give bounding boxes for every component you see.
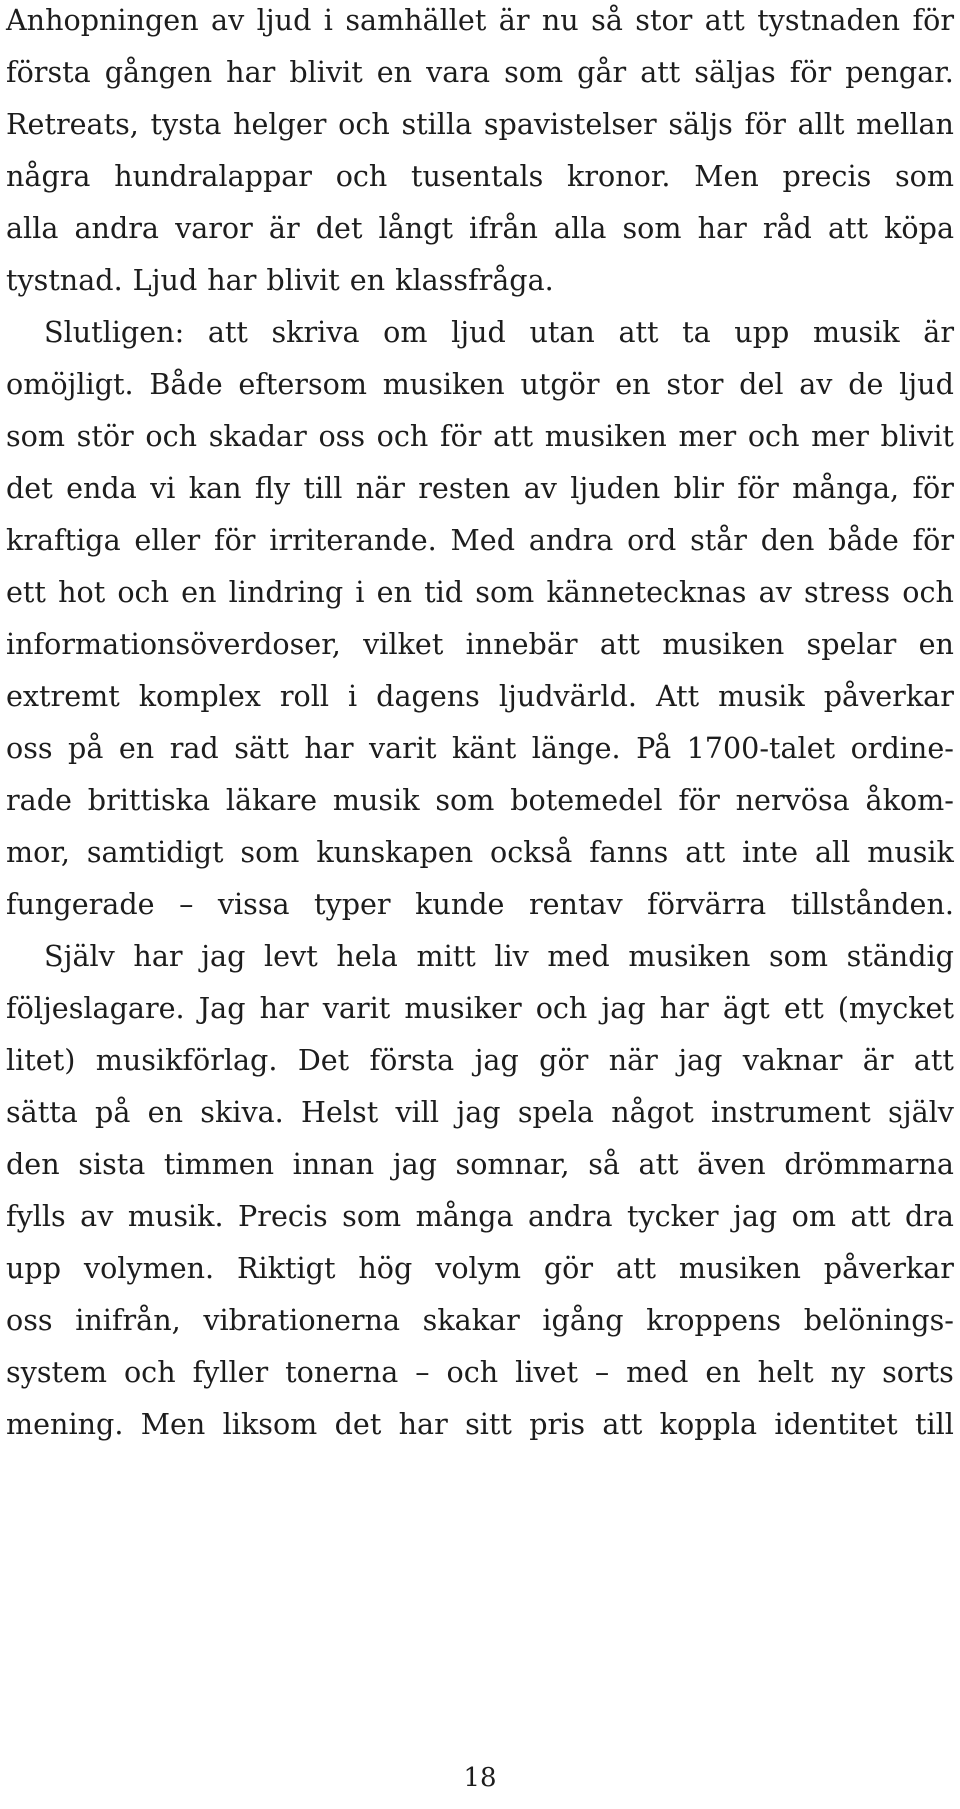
text-line: kraftiga eller för irriterande. Med andra ord står den både för (6, 523, 954, 557)
text-line: Själv har jag levt hela mitt liv med musiken som ständig (44, 939, 954, 973)
text-line: mor, samtidigt som kunskapen också fanns att inte all musik (6, 835, 954, 869)
text-line: litet) musikförlag. Det första jag gör när jag vaknar är att (6, 1043, 954, 1077)
text-line: system och fyller tonerna – och livet – med en helt ny sorts (6, 1355, 954, 1389)
text-line: omöjligt. Både eftersom musiken utgör en stor del av de ljud (6, 367, 954, 401)
text-line: följeslagare. Jag har varit musiker och jag har ägt ett (mycket (6, 991, 954, 1025)
text-line: oss på en rad sätt har varit känt länge. På 1700-talet ordine- (6, 731, 954, 765)
text-line: Slutligen: att skriva om ljud utan att ta upp musik är (44, 315, 954, 349)
text-line: oss inifrån, vibrationerna skakar igång kroppens belönings- (6, 1303, 954, 1337)
text-line: tystnad. Ljud har blivit en klassfråga. (6, 263, 554, 297)
text-line: rade brittiska läkare musik som botemedel för nervösa åkom- (6, 783, 954, 817)
text-line: Retreats, tysta helger och stilla spavistelser säljs för allt mellan (6, 107, 954, 141)
book-page (6, 0, 954, 1809)
text-line: sätta på en skiva. Helst vill jag spela något instrument själv (6, 1095, 954, 1129)
text-line: det enda vi kan fly till när resten av ljuden blir för många, för (6, 471, 954, 505)
text-line: fylls av musik. Precis som många andra tycker jag om att dra (6, 1199, 954, 1233)
text-line: ett hot och en lindring i en tid som kännetecknas av stress och (6, 575, 954, 609)
body-text (6, 0, 954, 1450)
text-line: några hundralappar och tusentals kronor. Men precis som (6, 159, 954, 193)
page-number: 18 (463, 1763, 497, 1793)
text-line: Anhopningen av ljud i samhället är nu så stor att tystnaden för (6, 3, 954, 37)
text-line: informationsöverdoser, vilket innebär att musiken spelar en (6, 627, 954, 661)
text-line: första gången har blivit en vara som går att säljas för pengar. (6, 55, 954, 89)
text-line: mening. Men liksom det har sitt pris att koppla identitet till (6, 1407, 954, 1441)
text-line: upp volymen. Riktigt hög volym gör att musiken påverkar (6, 1251, 954, 1285)
text-line: den sista timmen innan jag somnar, så att även drömmarna (6, 1147, 954, 1181)
text-line: alla andra varor är det långt ifrån alla som har råd att köpa (6, 211, 954, 245)
text-line: extremt komplex roll i dagens ljudvärld. Att musik påverkar (6, 679, 954, 713)
text-line: fungerade – vissa typer kunde rentav förvärra tillstånden. (6, 887, 954, 921)
text-line: som stör och skadar oss och för att musiken mer och mer blivit (6, 419, 954, 453)
